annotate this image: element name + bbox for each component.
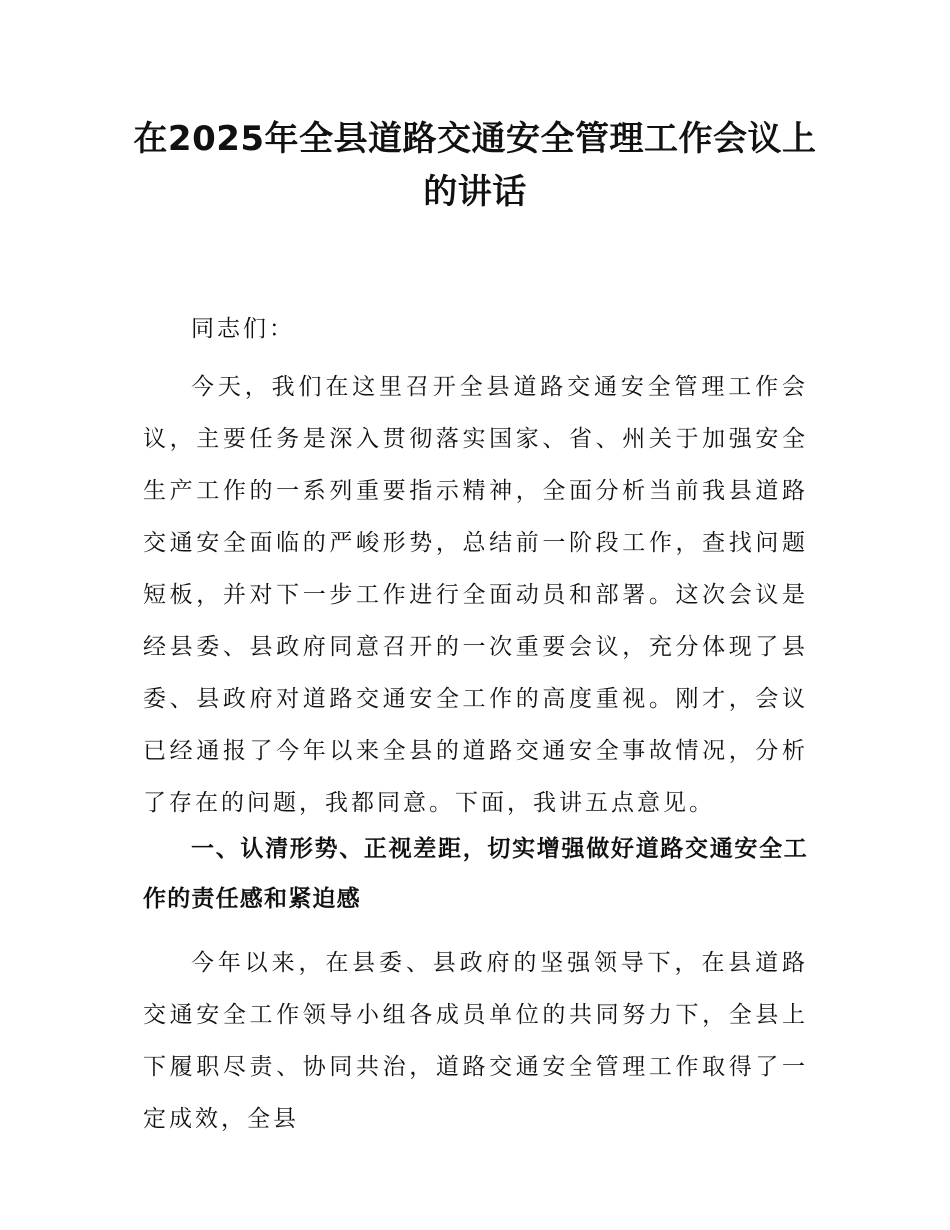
salutation: 同志们：: [191, 316, 295, 342]
document-title: 在2025年全县道路交通安全管理工作会议上的讲话: [133, 119, 817, 212]
body-paragraph: 今天，我们在这里召开全县道路交通安全管理工作会议，主要任务是深入贯彻落实国家、省、州关于加强安全生产工作的一系列重要指示精神，全面分析当前我县道路交通安全面临的严峻形势，总结前一阶段工作，查找问题短板，并对下一步工作进行全面动员和部署。这次会议是经县委、县政府同意召开的一次重要会议，充分体现了县委、县政府对道路交通安全工作的高度重视。刚才，会议已经通报了今年以来全县的道路交通安全事故情况，分析了存在的问题，我都同意。下面，我讲五点意见。: [143, 374, 808, 816]
body-paragraph: 今年以来，在县委、县政府的坚强领导下，在县道路交通安全工作领导小组各成员单位的共同努力下，全县上下履职尽责、协同共治，道路交通安全管理工作取得了一定成效，全县: [143, 950, 808, 1132]
section-heading: 一、认清形势、正视差距，切实增强做好道路交通安全工作的责任感和紧迫感: [143, 836, 808, 912]
